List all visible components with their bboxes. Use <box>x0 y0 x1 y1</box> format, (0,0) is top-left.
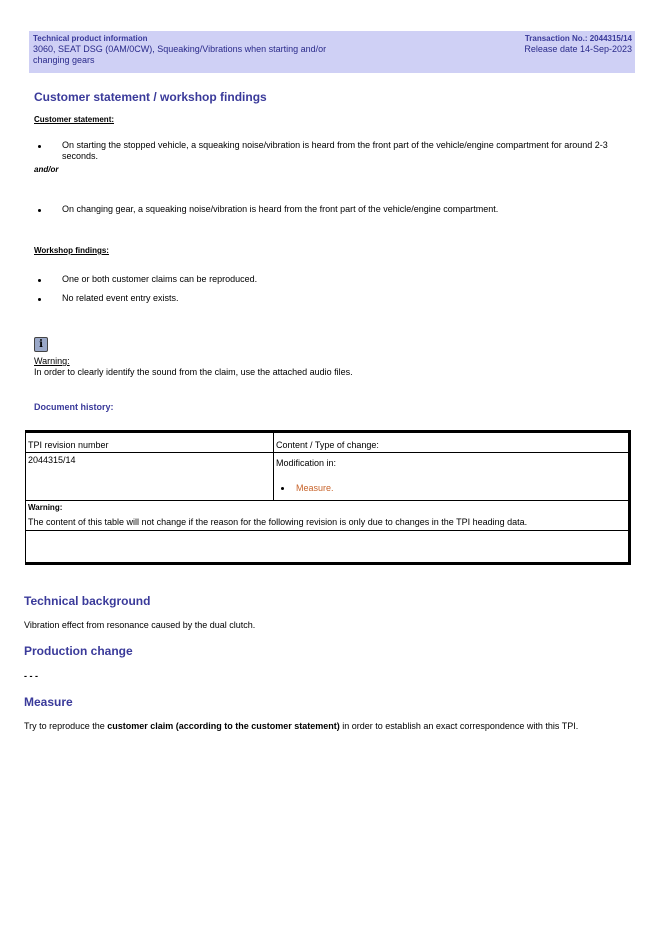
revision-number-cell: 2044315/14 <box>26 453 274 501</box>
production-change-text: - - - <box>24 671 38 681</box>
document-history-table <box>25 430 631 531</box>
customer-statement-label: Customer statement: <box>34 115 115 124</box>
table-warning-text: The content of this table will not change if the reason for the following revision is only due to changes in the TPI heading data. <box>26 515 631 531</box>
bullet <box>38 209 43 214</box>
measure-text-after: in order to establish an exact correspondence with this TPI. <box>339 721 579 731</box>
technical-background-heading: Technical background <box>24 594 151 608</box>
modification-label: Modification in: <box>276 458 337 468</box>
measure-link[interactable]: Measure. <box>296 483 334 493</box>
note-warning-label: Warning: <box>34 356 70 366</box>
table-warning-label: Warning: <box>26 501 631 515</box>
measure-text-before: Try to reproduce the <box>24 721 108 731</box>
workshop-finding-2: No related event entry exists. <box>62 293 179 303</box>
header-title: Technical product information <box>33 34 148 43</box>
measure-text <box>24 721 634 732</box>
production-change-heading: Production change <box>24 644 133 658</box>
document-header <box>29 31 635 73</box>
measure-heading: Measure <box>24 695 73 709</box>
bullet <box>38 279 43 284</box>
bullet <box>38 145 43 150</box>
change-content-cell <box>274 453 631 501</box>
bullet <box>38 298 43 303</box>
customer-statement-1: On starting the stopped vehicle, a squeaking noise/vibration is heard from the front part of the vehicle/engine compartment for around 2-3 seconds. <box>62 140 608 161</box>
release-date: Release date 14-Sep-2023 <box>524 44 632 54</box>
and-or-label: and/or <box>34 165 59 174</box>
bullet <box>281 487 284 490</box>
info-icon: i <box>34 337 48 352</box>
header-subtitle: 3060, SEAT DSG (0AM/0CW), Squeaking/Vibrations when starting and/or changing gears <box>33 44 327 65</box>
workshop-finding-1: One or both customer claims can be reproduced. <box>62 274 258 284</box>
technical-background-text: Vibration effect from resonance caused by the dual clutch. <box>24 620 256 630</box>
table-header-revision: TPI revision number <box>26 431 274 453</box>
table-header-content: Content / Type of change: <box>274 431 631 453</box>
workshop-findings-label: Workshop findings: <box>34 246 109 255</box>
measure-text-bold: customer claim (according to the customer statement) <box>107 721 340 731</box>
note-warning-text: In order to clearly identify the sound from the claim, use the attached audio files. <box>34 367 353 377</box>
measure-list-item <box>276 483 628 493</box>
transaction-number: Transaction No.: 2044315/14 <box>524 34 632 43</box>
customer-statement-2: On changing gear, a squeaking noise/vibration is heard from the front part of the vehicle/engine compartment. <box>62 204 499 214</box>
section-heading-customer: Customer statement / workshop findings <box>34 90 267 104</box>
document-history-heading: Document history: <box>34 402 114 412</box>
